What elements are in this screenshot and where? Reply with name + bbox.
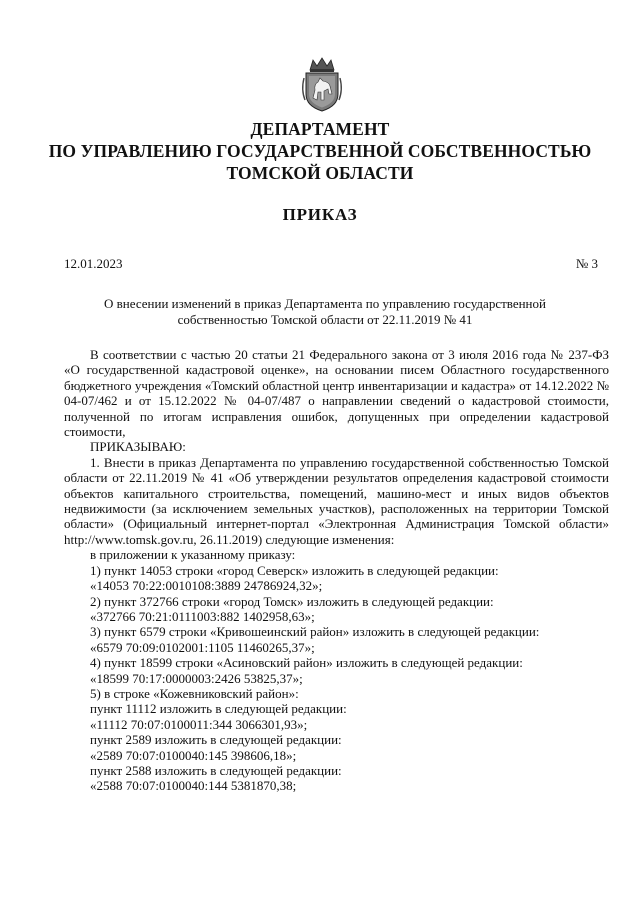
body-line: «11112 70:07:0100011:344 3066301,93»; (90, 716, 308, 732)
header-line-2: ПО УПРАВЛЕНИЮ ГОСУДАРСТВЕННОЙ СОБСТВЕННОСТЬЮ (48, 141, 592, 161)
preamble-paragraph: В соответствии с частью 20 статьи 21 Федерального закона от 3 июля 2016 года № 237-ФЗ «О государственной кадастровой оценке», на основании писем Областного государственного бюджетного учреждения «Томский областной центр инвентаризации и кадастра» от 14.12.2022 № 04-07/462 и от 15.12.2022 № 04-07/487 о направлении сведений о кадастровой стоимости, полученной по итогам исправления ошибок, допущенных при определении кадастровой стоимости, (64, 347, 609, 440)
body-line: «2589 70:07:0100040:145 398606,18»; (90, 747, 297, 763)
body-line: «6579 70:09:0102001:1105 11460265,37»; (90, 639, 315, 655)
item-1-paragraph: 1. Внести в приказ Департамента по управлению государственной собственностью Томской области от 22.11.2019 № 41 «Об утверждении результатов определения кадастровой стоимости объектов капитального строительства, помещений, машино-мест и иных видов объектов недвижимости (за исключением земельных участков), расположенных на территории Томской области» (Официальный интернет-портал «Электронная Администрация Томской области» http://www.tomsk.gov.ru, 26.11.2019) следующие изменения: (64, 454, 609, 547)
body-line: пункт 2588 изложить в следующей редакции: (90, 762, 342, 778)
document-type: ПРИКАЗ (282, 205, 358, 224)
body-line: «18599 70:17:0000003:2426 53825,37»; (90, 670, 303, 686)
header-line-1: ДЕПАРТАМЕНТ (250, 119, 390, 139)
subject-line-2: собственностью Томской области от 22.11.2019 № 41 (177, 312, 473, 327)
body-line: 2) пункт 372766 строки «город Томск» изложить в следующей редакции: (90, 593, 494, 609)
subject-line-1: О внесении изменений в приказ Департамента по управлению государственной (104, 296, 546, 311)
body-line: «372766 70:21:0111003:882 1402958,63»; (90, 608, 315, 624)
order-word: ПРИКАЗЫВАЮ: (90, 439, 186, 455)
department-header (40, 118, 600, 184)
body-line: 1) пункт 14053 строки «город Северск» изложить в следующей редакции: (90, 562, 499, 578)
document-number: № 3 (575, 256, 598, 271)
body-line: «14053 70:22:0010108:3889 24786924,32»; (90, 578, 323, 594)
document-body (64, 347, 609, 794)
tomsk-coat-of-arms-icon (300, 56, 344, 112)
body-line: «2588 70:07:0100040:144 5381870,38; (90, 778, 297, 794)
body-line: в приложении к указанному приказу: (90, 547, 296, 563)
body-line: пункт 11112 изложить в следующей редакции: (90, 701, 347, 717)
header-line-3: ТОМСКОЙ ОБЛАСТИ (226, 163, 414, 183)
document-date: 12.01.2023 (64, 256, 123, 271)
body-line: 5) в строке «Кожевниковский район»: (90, 685, 299, 701)
body-line: 4) пункт 18599 строки «Асиновский район» изложить в следующей редакции: (90, 655, 523, 671)
body-line: пункт 2589 изложить в следующей редакции: (90, 732, 342, 748)
document-subject (80, 296, 570, 328)
body-line: 3) пункт 6579 строки «Кривошеинский район» изложить в следующей редакции: (90, 624, 540, 640)
